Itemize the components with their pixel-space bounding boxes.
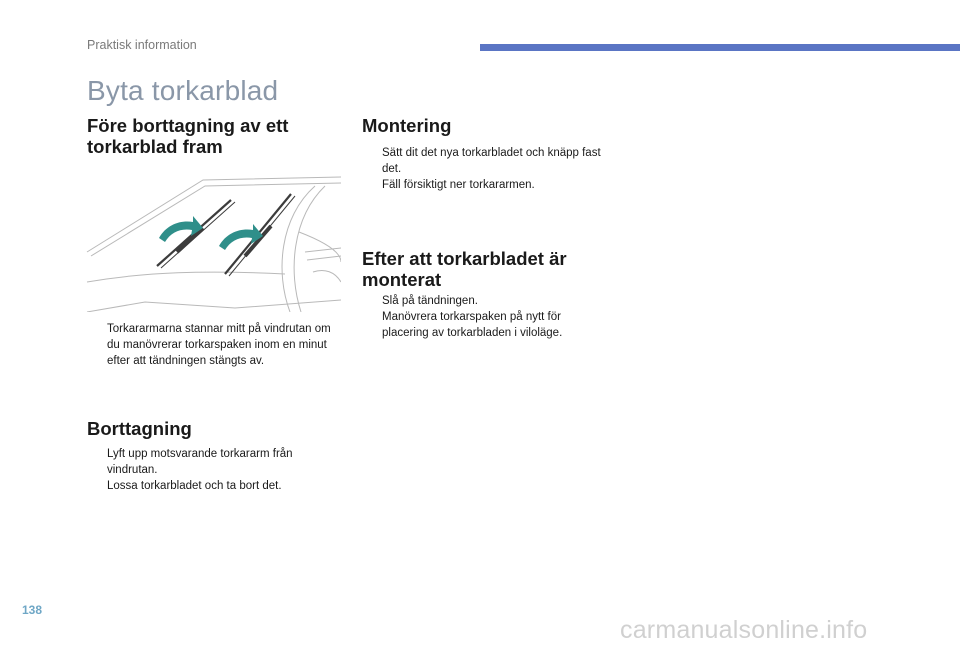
removal-list <box>87 446 312 494</box>
header-accent-bar <box>480 44 960 51</box>
list-item: Torkararmarna stannar mitt på vindrutan om du manövrerar torkarspaken inom en minut efter att tändningen stängts av. <box>107 323 331 367</box>
list-item: Slå på tändningen. <box>382 295 478 307</box>
heading-after-fitting: Efter att torkarbladet är monterat <box>362 248 567 290</box>
page-title: Byta torkarblad <box>87 75 279 106</box>
heading-fitting: Montering <box>362 115 452 136</box>
list-item: Manövrera torkarspaken på nytt för placering av torkarbladen i viloläge. <box>382 311 563 339</box>
heading-before-removal: Före borttagning av ett torkarblad fram <box>87 115 289 157</box>
list-item: Lossa torkarbladet och ta bort det. <box>107 480 282 492</box>
before-removal-list <box>87 321 332 369</box>
heading-removal: Borttagning <box>87 418 192 439</box>
fitting-list <box>362 145 622 193</box>
list-item: Lyft upp motsvarande torkararm från vindrutan. <box>107 448 293 476</box>
list-item: Fäll försiktigt ner torkararmen. <box>382 179 535 191</box>
list-item: Sätt dit det nya torkarbladet och knäpp fast det. <box>382 147 601 175</box>
after-fitting-list <box>362 293 577 341</box>
lift-arrow-icon <box>159 216 263 250</box>
windscreen-wiper-illustration <box>85 172 341 312</box>
watermark: carmanualsonline.info <box>620 616 868 644</box>
page-number: 138 <box>22 603 43 617</box>
section-label: Praktisk information <box>87 38 197 52</box>
